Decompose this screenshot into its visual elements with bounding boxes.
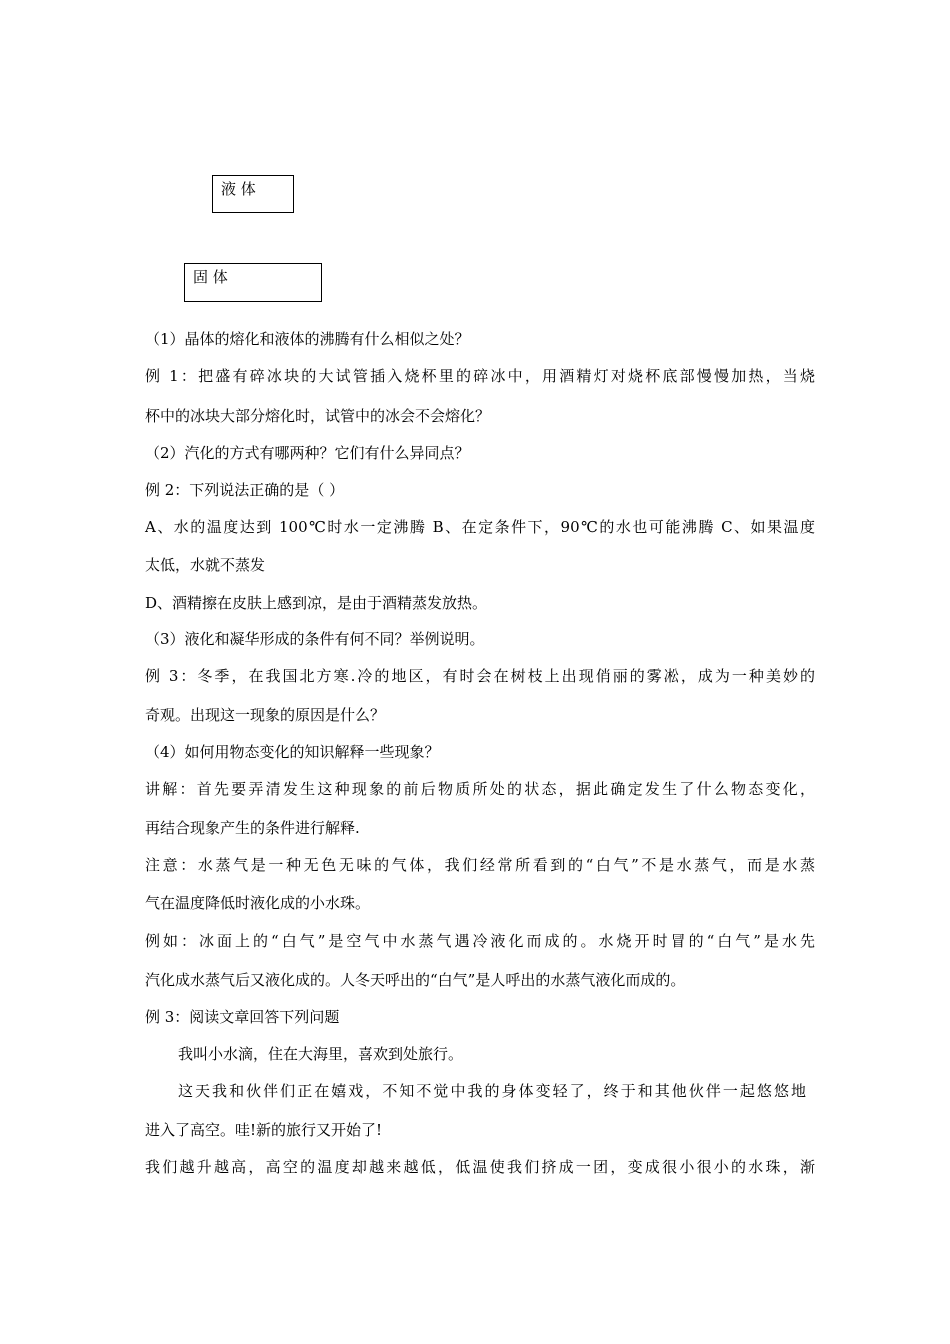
instance-line-2: 汽化成水蒸气后又液化成的。人冬天呼出的“白气”是人呼出的水蒸气液化而成的。 <box>145 971 686 989</box>
question-4: （4）如何用物态变化的知识解释一些现象？ <box>145 743 440 761</box>
instance-line-1: 例如：冰面上的“白气”是空气中水蒸气遇冷液化而成的。水烧开时冒的“白气”是水先 <box>145 932 815 950</box>
example-3-reading-prompt: 例 3：阅读文章回答下列问题 <box>145 1008 340 1026</box>
example-3-line-2: 奇观。出现这一现象的原因是什么？ <box>145 706 386 724</box>
story-paragraph-2-line-2: 进入了高空。哇!新的旅行又开始了! <box>145 1121 383 1139</box>
example-2-prompt: 例 2：下列说法正确的是（ ） <box>145 481 345 499</box>
solid-state-box: 固 体 <box>184 263 322 302</box>
story-paragraph-2-line-1: 这天我和伙伴们正在嬉戏，不知不觉中我的身体变轻了，终于和其他伙伴一起悠悠地 <box>178 1082 806 1100</box>
liquid-state-box: 液 体 <box>212 175 294 213</box>
option-d: D、酒精擦在皮肤上感到凉，是由于酒精蒸发放热。 <box>145 594 488 612</box>
explanation-line-1: 讲解：首先要弄清发生这种现象的前后物质所处的状态，据此确定发生了什么物态变化， <box>145 780 815 798</box>
explanation-line-2: 再结合现象产生的条件进行解释. <box>145 819 360 837</box>
question-1: （1）晶体的熔化和液体的沸腾有什么相似之处？ <box>145 330 470 348</box>
question-2: （2）汽化的方式有哪两种？它们有什么异同点？ <box>145 444 470 462</box>
example-1-line-1: 例 1：把盛有碎冰块的大试管插入烧杯里的碎冰中，用酒精灯对烧杯底部慢慢加热，当烧 <box>145 367 815 385</box>
question-3: （3）液化和凝华形成的条件有何不同？举例说明。 <box>145 630 485 648</box>
option-a-b-c-line-1: A、水的温度达到 100℃时水一定沸腾 B、在定条件下，90℃的水也可能沸腾 C、如果温度 <box>145 518 815 536</box>
example-1-line-2: 杯中的冰块大部分熔化时，试管中的冰会不会熔化？ <box>145 407 491 425</box>
story-paragraph-1: 我叫小水滴，住在大海里，喜欢到处旅行。 <box>178 1045 464 1063</box>
example-3-line-1: 例 3：冬季，在我国北方寒.冷的地区，有时会在树枝上出现俏丽的雾凇，成为一种美妙的 <box>145 667 815 685</box>
note-line-2: 气在温度降低时液化成的小水珠。 <box>145 894 371 912</box>
option-c-line-2: 太低，水就不蒸发 <box>145 556 266 574</box>
story-paragraph-3-line-1: 我们越升越高，高空的温度却越来越低，低温使我们挤成一团，变成很小很小的水珠，渐 <box>145 1158 815 1176</box>
note-line-1: 注意：水蒸气是一种无色无味的气体，我们经常所看到的“白气”不是水蒸气，而是水蒸 <box>145 856 815 874</box>
